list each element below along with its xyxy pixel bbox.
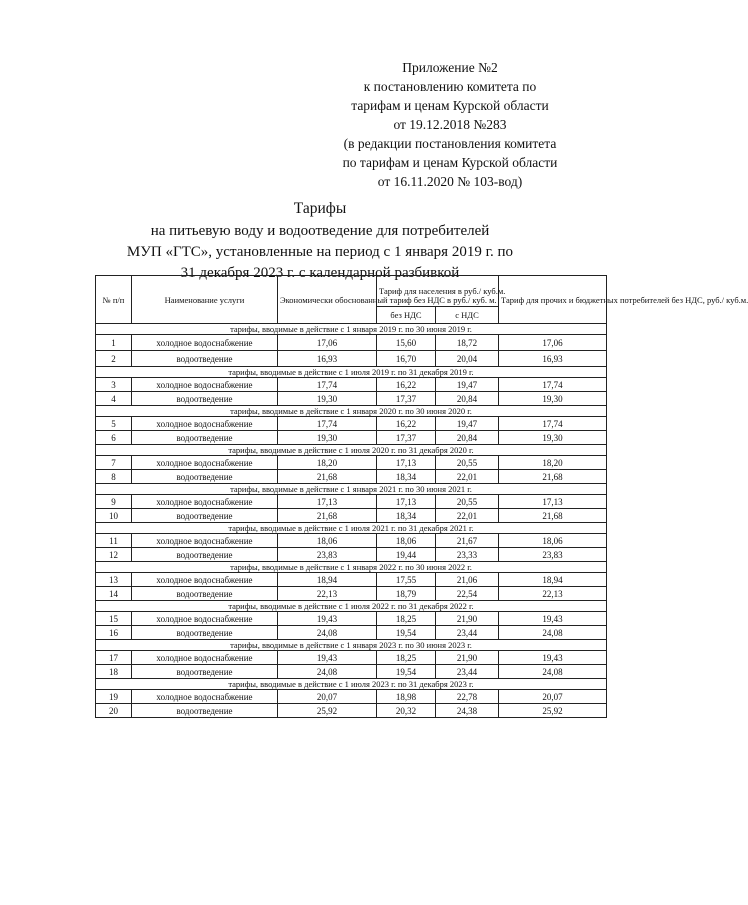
service-name: холодное водоснабжение <box>132 417 278 431</box>
econ-tariff-value: 16,93 <box>278 351 377 367</box>
econ-tariff-value: 19,43 <box>278 651 377 665</box>
period-row <box>96 640 607 651</box>
appendix-line: к постановлению комитета по <box>363 79 537 94</box>
service-name: холодное водоснабжение <box>132 534 278 548</box>
service-name: водоотведение <box>132 431 278 445</box>
population-vat-value: 20,55 <box>436 495 499 509</box>
population-vat-value: 21,90 <box>436 651 499 665</box>
table-row <box>96 431 607 445</box>
appendix-header <box>300 58 600 191</box>
population-no-vat-value: 17,13 <box>377 495 436 509</box>
service-name: водоотведение <box>132 509 278 523</box>
service-name: холодное водоснабжение <box>132 612 278 626</box>
population-no-vat-value: 18,34 <box>377 509 436 523</box>
header-number: № п/п <box>96 276 132 324</box>
population-no-vat-value: 18,34 <box>377 470 436 484</box>
other-consumers-value: 18,20 <box>499 456 607 470</box>
period-row <box>96 406 607 417</box>
row-number: 7 <box>96 456 132 470</box>
period-row <box>96 445 607 456</box>
econ-tariff-value: 18,06 <box>278 534 377 548</box>
econ-tariff-value: 17,74 <box>278 417 377 431</box>
population-no-vat-value: 19,54 <box>377 626 436 640</box>
econ-tariff-value: 23,83 <box>278 548 377 562</box>
population-vat-value: 19,47 <box>436 378 499 392</box>
population-no-vat-value: 17,55 <box>377 573 436 587</box>
population-vat-value: 23,44 <box>436 665 499 679</box>
row-number: 1 <box>96 335 132 351</box>
period-label: тарифы, вводимые в действие с 1 января 2019 г. по 30 июня 2019 г. <box>96 324 607 335</box>
table-row <box>96 417 607 431</box>
row-number: 12 <box>96 548 132 562</box>
row-number: 13 <box>96 573 132 587</box>
other-consumers-value: 19,43 <box>499 612 607 626</box>
row-number: 18 <box>96 665 132 679</box>
table-row <box>96 587 607 601</box>
population-no-vat-value: 19,44 <box>377 548 436 562</box>
service-name: водоотведение <box>132 351 278 367</box>
period-row <box>96 523 607 534</box>
row-number: 17 <box>96 651 132 665</box>
service-name: холодное водоснабжение <box>132 456 278 470</box>
row-number: 20 <box>96 704 132 718</box>
econ-tariff-value: 24,08 <box>278 626 377 640</box>
econ-tariff-value: 19,43 <box>278 612 377 626</box>
population-vat-value: 20,84 <box>436 431 499 445</box>
service-name: водоотведение <box>132 392 278 406</box>
table-row <box>96 651 607 665</box>
population-no-vat-value: 19,54 <box>377 665 436 679</box>
population-vat-value: 22,01 <box>436 509 499 523</box>
title-line: 31 декабря 2023 г. с календарной разбивкой <box>180 265 460 281</box>
row-number: 5 <box>96 417 132 431</box>
appendix-line: (в редакции постановления комитета <box>343 136 557 151</box>
population-vat-value: 20,84 <box>436 392 499 406</box>
population-vat-value: 20,55 <box>436 456 499 470</box>
econ-tariff-value: 21,68 <box>278 509 377 523</box>
row-number: 10 <box>96 509 132 523</box>
population-vat-value: 21,06 <box>436 573 499 587</box>
population-no-vat-value: 18,98 <box>377 690 436 704</box>
table-row <box>96 456 607 470</box>
service-name: холодное водоснабжение <box>132 335 278 351</box>
population-no-vat-value: 15,60 <box>377 335 436 351</box>
other-consumers-value: 19,30 <box>499 392 607 406</box>
period-label: тарифы, вводимые в действие с 1 января 2023 г. по 30 июня 2023 г. <box>96 640 607 651</box>
population-vat-value: 23,44 <box>436 626 499 640</box>
header-econ-tariff: Экономически обоснованный тариф без НДС в руб./ куб. м. <box>278 276 377 324</box>
period-row <box>96 679 607 690</box>
header-with-vat: с НДС <box>436 307 499 324</box>
econ-tariff-value: 20,07 <box>278 690 377 704</box>
population-no-vat-value: 17,37 <box>377 431 436 445</box>
period-row <box>96 324 607 335</box>
other-consumers-value: 24,08 <box>499 665 607 679</box>
other-consumers-value: 17,13 <box>499 495 607 509</box>
service-name: водоотведение <box>132 587 278 601</box>
header-no-vat: без НДС <box>377 307 436 324</box>
period-label: тарифы, вводимые в действие с 1 января 2021 г. по 30 июня 2021 г. <box>96 484 607 495</box>
population-no-vat-value: 18,25 <box>377 651 436 665</box>
population-no-vat-value: 16,22 <box>377 378 436 392</box>
period-row <box>96 367 607 378</box>
header-other-consumers: Тариф для прочих и бюджетных потребителей без НДС, руб./ куб.м. <box>499 276 607 324</box>
table-row <box>96 335 607 351</box>
other-consumers-value: 18,06 <box>499 534 607 548</box>
econ-tariff-value: 17,13 <box>278 495 377 509</box>
row-number: 6 <box>96 431 132 445</box>
period-label: тарифы, вводимые в действие с 1 июля 2023 г. по 31 декабря 2023 г. <box>96 679 607 690</box>
table-row <box>96 509 607 523</box>
econ-tariff-value: 18,94 <box>278 573 377 587</box>
period-label: тарифы, вводимые в действие с 1 июля 2021 г. по 31 декабря 2021 г. <box>96 523 607 534</box>
table-row <box>96 665 607 679</box>
other-consumers-value: 22,13 <box>499 587 607 601</box>
table-row <box>96 351 607 367</box>
population-no-vat-value: 18,79 <box>377 587 436 601</box>
service-name: холодное водоснабжение <box>132 690 278 704</box>
econ-tariff-value: 24,08 <box>278 665 377 679</box>
other-consumers-value: 19,30 <box>499 431 607 445</box>
period-label: тарифы, вводимые в действие с 1 января 2020 г. по 30 июня 2020 г. <box>96 406 607 417</box>
title-main: Тарифы <box>293 200 347 217</box>
row-number: 8 <box>96 470 132 484</box>
service-name: водоотведение <box>132 704 278 718</box>
population-vat-value: 22,54 <box>436 587 499 601</box>
table-row <box>96 495 607 509</box>
table-row <box>96 690 607 704</box>
service-name: водоотведение <box>132 470 278 484</box>
econ-tariff-value: 18,20 <box>278 456 377 470</box>
other-consumers-value: 21,68 <box>499 470 607 484</box>
table-row <box>96 704 607 718</box>
row-number: 9 <box>96 495 132 509</box>
service-name: холодное водоснабжение <box>132 495 278 509</box>
other-consumers-value: 18,94 <box>499 573 607 587</box>
population-no-vat-value: 18,25 <box>377 612 436 626</box>
row-number: 15 <box>96 612 132 626</box>
population-no-vat-value: 16,22 <box>377 417 436 431</box>
period-row <box>96 601 607 612</box>
population-no-vat-value: 17,37 <box>377 392 436 406</box>
period-label: тарифы, вводимые в действие с 1 января 2022 г. по 30 июня 2022 г. <box>96 562 607 573</box>
row-number: 2 <box>96 351 132 367</box>
other-consumers-value: 20,07 <box>499 690 607 704</box>
period-label: тарифы, вводимые в действие с 1 июля 2020 г. по 31 декабря 2020 г. <box>96 445 607 456</box>
other-consumers-value: 16,93 <box>499 351 607 367</box>
row-number: 4 <box>96 392 132 406</box>
econ-tariff-value: 17,06 <box>278 335 377 351</box>
econ-tariff-value: 21,68 <box>278 470 377 484</box>
appendix-line: по тарифам и ценам Курской области <box>342 155 558 170</box>
table-row <box>96 573 607 587</box>
population-no-vat-value: 16,70 <box>377 351 436 367</box>
row-number: 11 <box>96 534 132 548</box>
header-service: Наименование услуги <box>132 276 278 324</box>
econ-tariff-value: 17,74 <box>278 378 377 392</box>
header-population-tariff: Тариф для населения в руб./ куб.м. <box>377 276 499 307</box>
tariff-table <box>95 275 748 718</box>
row-number: 14 <box>96 587 132 601</box>
table-row <box>96 378 607 392</box>
population-vat-value: 20,04 <box>436 351 499 367</box>
population-no-vat-value: 20,32 <box>377 704 436 718</box>
population-vat-value: 21,67 <box>436 534 499 548</box>
other-consumers-value: 19,43 <box>499 651 607 665</box>
period-row <box>96 562 607 573</box>
row-number: 19 <box>96 690 132 704</box>
table-row <box>96 392 607 406</box>
population-vat-value: 21,90 <box>436 612 499 626</box>
service-name: водоотведение <box>132 665 278 679</box>
econ-tariff-value: 25,92 <box>278 704 377 718</box>
service-name: водоотведение <box>132 626 278 640</box>
appendix-line: от 19.12.2018 №283 <box>393 117 507 132</box>
other-consumers-value: 23,83 <box>499 548 607 562</box>
population-vat-value: 18,72 <box>436 335 499 351</box>
other-consumers-value: 25,92 <box>499 704 607 718</box>
period-label: тарифы, вводимые в действие с 1 июля 2019 г. по 31 декабря 2019 г. <box>96 367 607 378</box>
title-line: МУП «ГТС», установленные на период с 1 января 2019 г. по <box>126 244 514 260</box>
service-name: холодное водоснабжение <box>132 573 278 587</box>
period-row <box>96 484 607 495</box>
title-line: на питьевую воду и водоотведение для потребителей <box>150 223 490 239</box>
population-vat-value: 22,78 <box>436 690 499 704</box>
econ-tariff-value: 19,30 <box>278 431 377 445</box>
population-no-vat-value: 17,13 <box>377 456 436 470</box>
population-no-vat-value: 18,06 <box>377 534 436 548</box>
population-vat-value: 22,01 <box>436 470 499 484</box>
row-number: 3 <box>96 378 132 392</box>
service-name: холодное водоснабжение <box>132 378 278 392</box>
population-vat-value: 19,47 <box>436 417 499 431</box>
appendix-line: от 16.11.2020 № 103-вод) <box>377 174 523 189</box>
appendix-line: тарифам и ценам Курской области <box>351 98 549 113</box>
population-vat-value: 24,38 <box>436 704 499 718</box>
other-consumers-value: 17,06 <box>499 335 607 351</box>
other-consumers-value: 17,74 <box>499 417 607 431</box>
other-consumers-value: 24,08 <box>499 626 607 640</box>
table-row <box>96 470 607 484</box>
table-row <box>96 612 607 626</box>
service-name: водоотведение <box>132 548 278 562</box>
other-consumers-value: 21,68 <box>499 509 607 523</box>
econ-tariff-value: 22,13 <box>278 587 377 601</box>
table-row <box>96 534 607 548</box>
table-row <box>96 548 607 562</box>
row-number: 16 <box>96 626 132 640</box>
document-title <box>90 198 550 284</box>
service-name: холодное водоснабжение <box>132 651 278 665</box>
other-consumers-value: 17,74 <box>499 378 607 392</box>
table-row <box>96 626 607 640</box>
population-vat-value: 23,33 <box>436 548 499 562</box>
period-label: тарифы, вводимые в действие с 1 июля 2022 г. по 31 декабря 2022 г. <box>96 601 607 612</box>
econ-tariff-value: 19,30 <box>278 392 377 406</box>
appendix-line: Приложение №2 <box>402 60 498 75</box>
